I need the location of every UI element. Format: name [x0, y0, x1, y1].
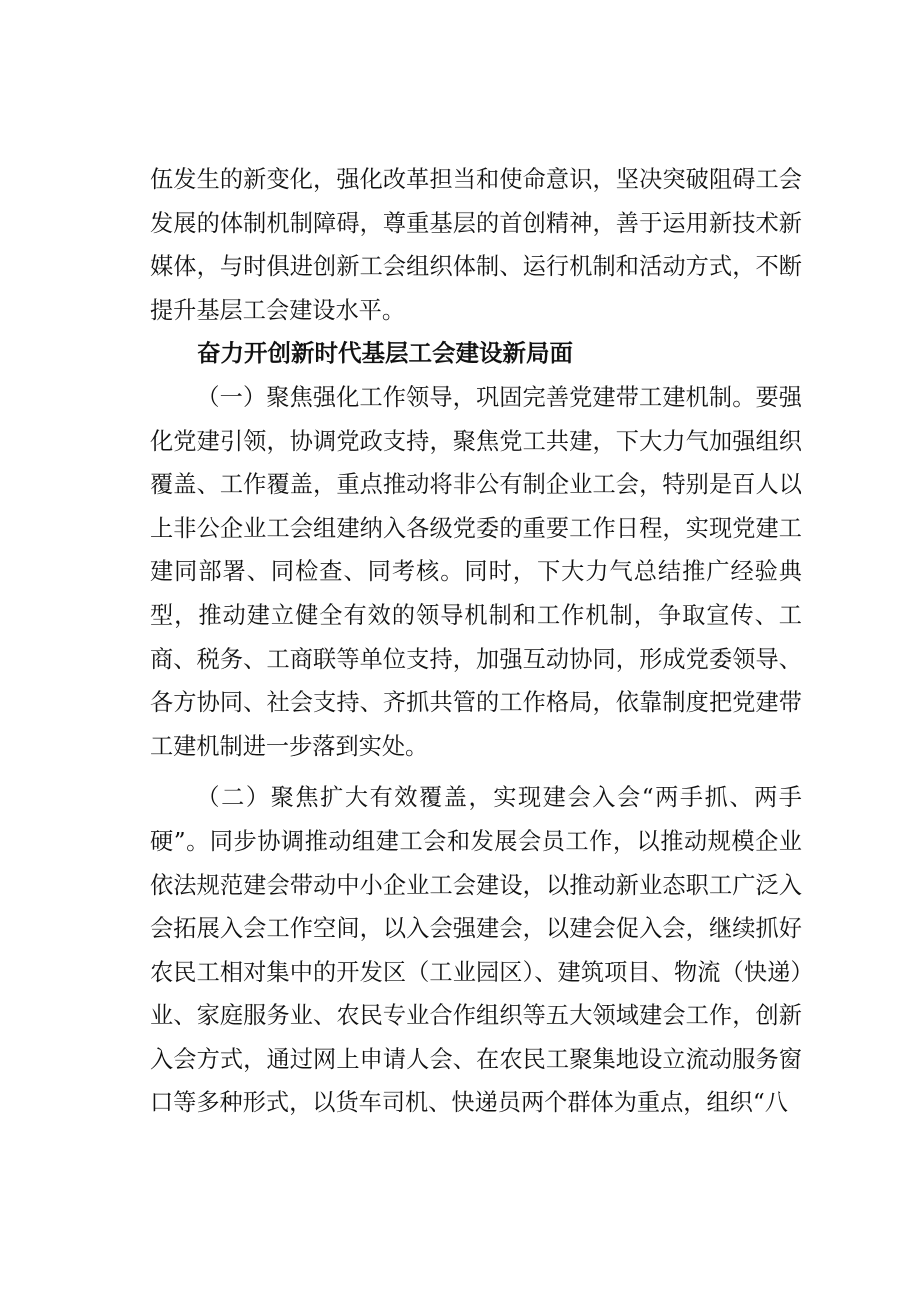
section-heading: 奋力开创新时代基层工会建设新局面 [197, 339, 573, 368]
paragraph-continuation: 伍发生的新变化，强化改革担当和使命意识，坚决突破阻碍工会发展的体制机制障碍，尊重基层的首创精神，善于运用新技术新媒体，与时俱进创新工会组织体制、运行机制和活动方式，不断提升基层工会建设水平。 [150, 166, 802, 324]
document-page [150, 158, 802, 1125]
paragraph-two: （二）聚焦扩大有效覆盖，实现建会入会“两手抓、两手硬”。同步协调推动组建工会和发展会员工作，以推动规模企业依法规范建会带动中小企业工会建设，以推动新业态职工广泛入会拓展入会工作空间，以入会强建会，以建会促入会，继续抓好农民工相对集中的开发区（工业园区）、建筑项目、物流（快递）业、家庭服务业、农民专业合作组织等五大领域建会工作，创新入会方式，通过网上申请人会、在农民工聚集地设立流动服务窗口等多种形式，以货车司机、快递员两个群体为重点，组织“八 [150, 784, 802, 1117]
paragraph-gap [150, 768, 802, 776]
paragraph-one: （一）聚焦强化工作领导，巩固完善党建带工建机制。要强化党建引领，协调党政支持，聚焦党工共建，下大力气加强组织覆盖、工作覆盖，重点推动将非公有制企业工会，特别是百人以上非公企业工会组建纳入各级党委的重要工作日程，实现党建工建同部署、同检查、同考核。同时，下大力气总结推广经验典型，推动建立健全有效的领导机制和工作机制，争取宣传、工商、税务、工商联等单位支持，加强互动协同，形成党委领导、各方协同、社会支持、齐抓共管的工作格局，依靠制度把党建带工建机制进一步落到实处。 [150, 383, 802, 760]
